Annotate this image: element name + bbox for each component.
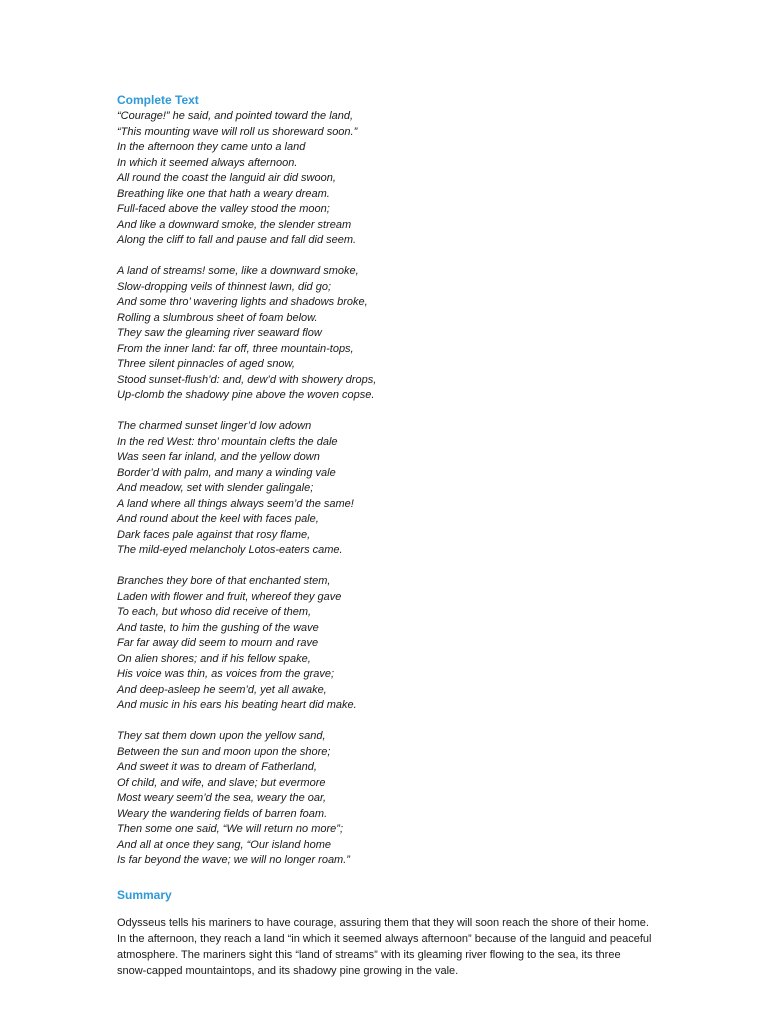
complete-text-heading: Complete Text — [117, 93, 199, 107]
poem-line: Far far away did seem to mourn and rave — [117, 637, 319, 649]
poem-line: Up-clomb the shadowy pine above the woven copse. — [117, 389, 375, 401]
summary-heading: Summary — [117, 887, 172, 902]
poem-line: From the inner land: far off, three mountain-tops, — [117, 342, 354, 355]
poem-line: And music in his ears his beating heart did make. — [117, 699, 357, 711]
poem-line: Slow-dropping veils of thinnest lawn, did go; — [117, 280, 332, 293]
poem-line: Along the cliff to fall and pause and fall did seem. — [117, 234, 357, 246]
poem-line: Weary the wandering fields of barren foam. — [117, 807, 328, 820]
poem-line: And deep-asleep he seem’d, yet all awake, — [117, 683, 327, 696]
poem-line: They saw the gleaming river seaward flow — [117, 327, 322, 339]
poem-stanza — [117, 729, 652, 869]
poem-stanza — [117, 264, 652, 404]
poem-line: In which it seemed always afternoon. — [117, 156, 298, 169]
poem-line: And all at once they sang, “Our island home — [117, 838, 332, 851]
poem-line: And like a downward smoke, the slender stream — [117, 218, 352, 231]
poem-line: “Courage!” he said, and pointed toward the land, — [117, 110, 354, 122]
poem-line: Breathing like one that hath a weary dream. — [117, 187, 330, 200]
poem-line: Was seen far inland, and the yellow down — [117, 451, 320, 463]
poem-line: And round about the keel with faces pale, — [117, 513, 319, 525]
poem-line: To each, but whoso did receive of them, — [117, 606, 312, 618]
poem-line: “This mounting wave will roll us shoreward soon.” — [117, 125, 358, 138]
poem-line: Full-faced above the valley stood the moon; — [117, 203, 330, 215]
poem-line: They sat them down upon the yellow sand, — [117, 730, 326, 742]
poem-line: Stood sunset-flush’d: and, dew’d with showery drops, — [117, 373, 377, 386]
poem-line: Three silent pinnacles of aged snow, — [117, 358, 295, 370]
poem-line: A land where all things always seem’d the same! — [117, 497, 354, 510]
poem-line: Is far beyond the wave; we will no longer roam.” — [117, 854, 350, 866]
poem-line: And taste, to him the gushing of the wave — [117, 621, 319, 634]
poem-line: Of child, and wife, and slave; but evermore — [117, 776, 326, 789]
poem-line: His voice was thin, as voices from the grave; — [117, 668, 335, 680]
poem-line: Laden with flower and fruit, whereof they gave — [117, 590, 342, 603]
poem-line: The mild-eyed melancholy Lotos-eaters came. — [117, 544, 343, 556]
poem-line: And some thro’ wavering lights and shadows broke, — [117, 296, 368, 308]
poem-line: All round the coast the languid air did swoon, — [117, 172, 336, 184]
poem-stanza — [117, 419, 652, 559]
poem-stanza — [117, 109, 652, 249]
poem-line: And sweet it was to dream of Fatherland, — [117, 761, 317, 773]
summary-paragraph: Odysseus tells his mariners to have courage, assuring them that they will soon reach the shore of their home. In the afternoon, they reach a land “in which it seemed always afternoon” because of the languid and peaceful atmosphere. The mariners sight this “land of streams” with its gleaming river flowing to the sea, its three snow-capped mountaintops, and its shadowy pine growing in the vale. — [117, 916, 652, 977]
poem-line: Dark faces pale against that rosy flame, — [117, 528, 311, 541]
document-page — [117, 93, 652, 979]
poem-line: And meadow, set with slender galingale; — [117, 482, 314, 494]
poem-line: Then some one said, “We will return no more”; — [117, 823, 343, 835]
poem-line: The charmed sunset linger’d low adown — [117, 420, 312, 432]
poem-line: In the red West: thro’ mountain clefts the dale — [117, 435, 338, 448]
poem-line: Between the sun and moon upon the shore; — [117, 745, 331, 758]
poem — [117, 109, 652, 869]
poem-line: Border’d with palm, and many a winding vale — [117, 466, 336, 479]
poem-line: On alien shores; and if his fellow spake, — [117, 652, 311, 665]
poem-line: Most weary seem’d the sea, weary the oar, — [117, 792, 327, 804]
poem-line: A land of streams! some, like a downward smoke, — [117, 265, 359, 277]
poem-stanza — [117, 574, 652, 714]
poem-line: In the afternoon they came unto a land — [117, 141, 306, 153]
poem-line: Branches they bore of that enchanted stem, — [117, 575, 331, 587]
poem-line: Rolling a slumbrous sheet of foam below. — [117, 311, 318, 324]
